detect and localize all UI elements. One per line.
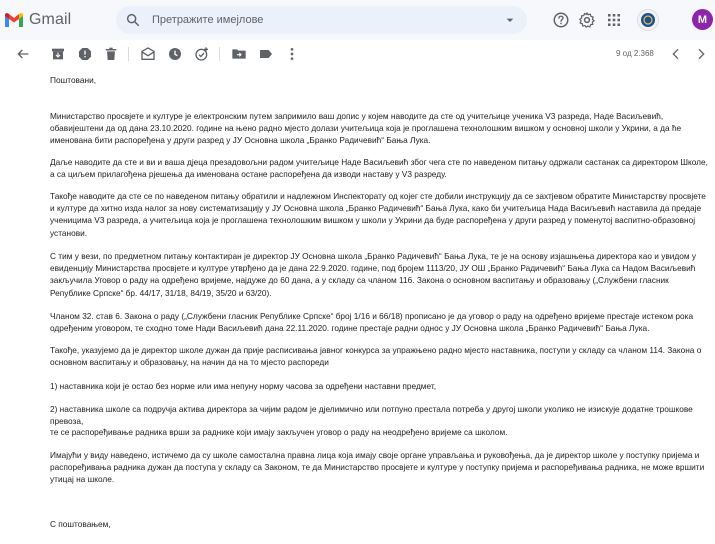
- toolbar-divider: [128, 47, 129, 61]
- delete-icon[interactable]: [103, 46, 119, 62]
- search-input[interactable]: Претражите имејлове: [152, 14, 264, 26]
- email-paragraph: Имајући у виду наведено, истичемо да су школе самостална правна лица која имају своје органе управљања и руковођења, да је директор школе у поступку пријема и распоређивања радника дужан да поступа у складу са Законом, те да Министарство просвјете и културе у поступку пријема и распоређивања радника, не може вршити утицај на школе.: [50, 450, 705, 485]
- email-paragraph: Чланом 32. став 6. Закона о раду („Службени гласник Републике Српске“ број 1/16 и 66/18) прописано је да уговор о раду на одређено вријеме престаје истеком рока одређеним уговором, те сходно томе Нади Васиљевић дана 22.11.2020. године престаје радни однос у ЈУ Основна школа „Бранко Радичевић“ Бања Лука.: [50, 311, 694, 334]
- message-toolbar: [0, 40, 715, 68]
- email-paragraph: Даље наводите да сте и ви и ваша дјеца презадовољни радом учитељице Наде Васиљевић због чега сте по наведеном питању одржали састанак са директором Школе, а са циљем прилагођена рјешења да именована остане распоређена да изводи наставу у V3 разреду.: [50, 157, 708, 180]
- search-icon[interactable]: [125, 12, 141, 28]
- email-paragraph: Министарство просвјете и културе је електронским путем запримило ваш допис у којем наводите да сте од учитељице ученика V3 разреда, Наде Васиљевић, обавијештени да од дана 23.10.2020. године на њено радно мјесто долази учитељица која је проглашена технолошким вишком у основној школи у Укрини, а да ће именована бити распоређена у други разред у ЈУ Основна школа „Бранко Радичевић“ Бања Лука.: [50, 111, 682, 146]
- toolbar-divider: [219, 47, 220, 61]
- email-list-item: 1) наставника који је остао без норме или има непуну норму часова за одређени наставни предмет,: [50, 381, 437, 391]
- chevron-right-icon[interactable]: [693, 46, 709, 62]
- top-bar: [0, 0, 715, 40]
- apps-grid-icon[interactable]: [605, 11, 623, 29]
- mark-unread-icon[interactable]: [140, 46, 156, 62]
- back-arrow-icon[interactable]: [15, 46, 31, 62]
- email-paragraph: Такође наводите да сте се по наведеном питању обратили и надлежном Инспекторату од којег сте добили инструкцију да се захтјевом обратите Министарству просвјете и културе да хитно изда налог за нову систематизацију у ЈУ Основна школа „Бранко Радичевић“ Бања Лука, како би учитељица Нада Васиљевић наставила да предаје ученицима V3 разреда, а учитељица која је проглашена технолошким вишком у школи у Укрини да буде распоређена у други разред у поменутој васпитно-образовној установи.: [50, 191, 706, 238]
- chevron-left-icon[interactable]: [668, 46, 684, 62]
- email-closing: С поштовањем,: [50, 519, 111, 529]
- archive-icon[interactable]: [50, 46, 66, 62]
- gear-icon[interactable]: [578, 11, 596, 29]
- snooze-clock-icon[interactable]: [167, 46, 183, 62]
- label-icon[interactable]: [258, 46, 274, 62]
- email-list-item: 2) наставника школе са подручја актива директора за чијим радом је дјелимично или потпуно престала потреба у другој школи уколико не изискује додатне трошкове превоза,: [50, 404, 693, 427]
- more-vert-icon[interactable]: [284, 46, 300, 62]
- email-paragraph: С тим у вези, по предметном питању контактиран је директор ЈУ Основна школа „Бранко Радичевић“ Бања Лука, те је на основу изјашњења директора као и увидом у евиденцију Министарства просвјете и културе утврђено да је дана 22.9.2020. године, под бројем 1113/20, ЈУ ОШ „Бранко Радичевић“ Бања Лука са Надом Васиљевић закључила Уговор о раду на одређено вријеме, најдуже до 60 дана, а у складу са чланом 116. Закона о основном васпитању и образовању („Службени гласник Републике Српске“ бр. 44/17, 31/18, 84/19, 35/20 и 63/20).: [50, 251, 697, 298]
- add-task-icon[interactable]: [194, 46, 210, 62]
- search-bar[interactable]: [116, 6, 527, 34]
- report-spam-icon[interactable]: [77, 46, 93, 62]
- crest-icon: [638, 10, 658, 30]
- app-name: Gmail: [29, 11, 72, 28]
- chevron-down-icon[interactable]: [502, 12, 518, 28]
- organization-logo[interactable]: [637, 9, 659, 31]
- move-to-folder-icon[interactable]: [231, 46, 247, 62]
- email-paragraph: те се распоређивање радника врши за раднике који имају закључен уговор о раду на неодређено вријеме са школом.: [50, 427, 508, 437]
- gmail-m-icon: [4, 12, 24, 28]
- avatar[interactable]: M: [692, 9, 713, 30]
- message-counter: 9 од 2.368: [616, 49, 654, 58]
- email-paragraph: Такође, указујемо да је директор школе дужан да прије расписивања јавног конкурса за упражњено радно мјесто наставника, поступи у складу са чланом 114. Закона о основном васпитању и образовању, на начин да на то мјесто распореди: [50, 345, 702, 368]
- email-greeting: Поштовани,: [50, 75, 97, 85]
- help-icon[interactable]: [552, 11, 570, 29]
- gmail-logo[interactable]: [4, 10, 71, 30]
